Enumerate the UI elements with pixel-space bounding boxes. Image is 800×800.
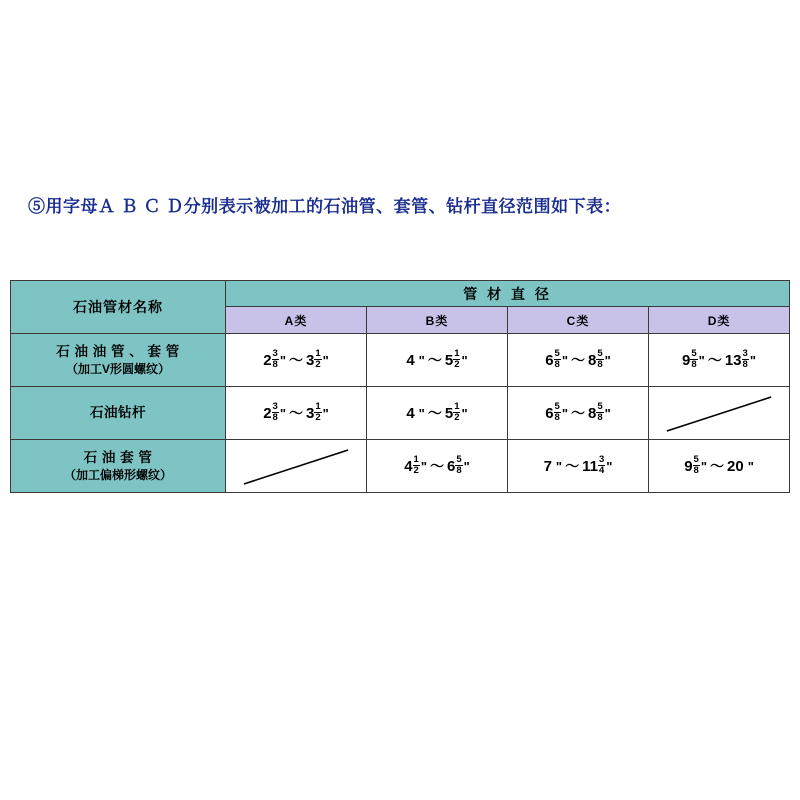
- numerator: 3: [272, 347, 278, 359]
- value-range: [649, 440, 789, 492]
- range-separator: ～: [565, 458, 580, 474]
- range-value: [682, 347, 756, 371]
- row-label-sub: （加工V形圆螺纹）: [65, 362, 170, 377]
- denominator: 8: [554, 358, 560, 370]
- value-range: [649, 334, 789, 386]
- whole-part: 3: [306, 404, 315, 422]
- denominator: 8: [693, 464, 699, 476]
- inch-mark: ": [561, 405, 568, 421]
- numerator: 5: [554, 347, 560, 359]
- cell-r0-c0: [226, 334, 367, 387]
- denominator: 8: [597, 358, 603, 370]
- whole-part: 8: [588, 351, 597, 369]
- row-label-main: 石油钻杆: [90, 405, 146, 421]
- inch-mark: ": [604, 352, 611, 368]
- denominator: 2: [454, 358, 460, 370]
- fraction: [272, 402, 279, 423]
- whole-part: 6: [545, 351, 554, 369]
- whole-part: 20: [727, 457, 744, 475]
- range-value: [406, 400, 468, 424]
- range-value: [684, 453, 754, 477]
- whole-part: 2: [263, 351, 272, 369]
- cell-r0-c1: [367, 334, 508, 387]
- mixed-number: [724, 347, 756, 371]
- mixed-number: [444, 347, 468, 371]
- numerator: 5: [691, 347, 697, 359]
- denominator: 8: [597, 411, 603, 423]
- mixed-number: [545, 400, 568, 424]
- whole-part: 8: [588, 404, 597, 422]
- numerator: 5: [597, 400, 603, 412]
- fraction: [314, 402, 321, 423]
- mixed-number: [406, 405, 425, 422]
- fraction: [742, 349, 749, 370]
- mixed-number: [263, 400, 286, 424]
- whole-part: 5: [444, 351, 454, 369]
- value-range: [508, 440, 648, 492]
- pipe-diameter-table-wrapper: [10, 280, 790, 493]
- header-pipe-name: 石油管材名称: [11, 281, 226, 334]
- whole-part: 9: [684, 457, 693, 475]
- mixed-number: [263, 347, 286, 371]
- cell-r1-c0: [226, 387, 367, 440]
- fraction: [272, 349, 279, 370]
- value-range: [367, 440, 507, 492]
- denominator: 8: [272, 358, 278, 370]
- inch-mark: ": [747, 458, 754, 474]
- numerator: 1: [315, 347, 321, 359]
- numerator: 5: [456, 453, 462, 465]
- range-separator: ～: [427, 405, 442, 421]
- whole-part: 9: [682, 351, 691, 369]
- numerator: 3: [742, 347, 748, 359]
- whole-part: 11: [582, 457, 598, 475]
- range-separator: ～: [427, 352, 442, 368]
- value-range: [367, 334, 507, 386]
- row-label-main: 石 油 套 管: [83, 449, 153, 465]
- numerator: 5: [597, 347, 603, 359]
- value-range: [508, 334, 648, 386]
- whole-part: 3: [306, 351, 315, 369]
- header-class-d: D类: [649, 307, 790, 334]
- whole-part: 2: [263, 404, 272, 422]
- numerator: 5: [554, 400, 560, 412]
- header-class-a: A类: [226, 307, 367, 334]
- cell-r1-c1: [367, 387, 508, 440]
- cell-r2-c3: [649, 440, 790, 493]
- whole-part: 5: [444, 404, 454, 422]
- whole-part: 4: [404, 457, 413, 475]
- row-label-sub: （加工偏梯形螺纹）: [63, 468, 172, 483]
- range-separator: ～: [430, 458, 444, 474]
- whole-part: 4: [406, 404, 415, 422]
- table-row: [11, 387, 790, 440]
- range-separator: ～: [289, 352, 303, 368]
- empty-diagonal-cell: [649, 387, 789, 439]
- fraction: [596, 349, 603, 370]
- whole-part: 4: [406, 351, 415, 369]
- range-value: [545, 400, 611, 424]
- header-class-c: C类: [508, 307, 649, 334]
- mixed-number: [444, 400, 468, 424]
- mixed-number: [404, 453, 427, 477]
- mixed-number: [306, 347, 329, 371]
- denominator: 8: [742, 358, 748, 370]
- fraction: [453, 349, 460, 370]
- value-range: [508, 387, 648, 439]
- range-separator: ～: [571, 405, 585, 421]
- mixed-number: [406, 352, 425, 369]
- fraction: [554, 402, 561, 423]
- inch-mark: ": [749, 352, 756, 368]
- range-value: [263, 347, 329, 371]
- value-range: [226, 334, 366, 386]
- fraction: [453, 402, 460, 423]
- mixed-number: [682, 347, 705, 371]
- cell-r2-c2: [508, 440, 649, 493]
- cell-r2-c1: [367, 440, 508, 493]
- inch-mark: ": [698, 352, 705, 368]
- cell-r0-c2: [508, 334, 649, 387]
- cell-r1-c2: [508, 387, 649, 440]
- whole-part: 7: [543, 457, 552, 475]
- range-separator: ～: [707, 352, 722, 368]
- row-label-drill-pipe: [11, 387, 226, 440]
- numerator: 3: [272, 400, 278, 412]
- table-header-row-1: [11, 281, 790, 307]
- mixed-number: [544, 458, 563, 475]
- numerator: 5: [693, 453, 699, 465]
- numerator: 1: [315, 400, 321, 412]
- mixed-number: [684, 453, 707, 477]
- header-class-b: B类: [367, 307, 508, 334]
- cell-r2-c0: [226, 440, 367, 493]
- denominator: 4: [598, 464, 605, 476]
- inch-mark: ": [700, 458, 707, 474]
- row-label-main: 石 油 油 管 、 套 管: [56, 343, 180, 359]
- denominator: 8: [456, 464, 462, 476]
- mixed-number: [545, 347, 568, 371]
- whole-part: 13: [724, 351, 742, 369]
- range-value: [404, 453, 470, 477]
- mixed-number: [582, 453, 613, 477]
- inch-mark: ": [322, 352, 329, 368]
- table-row: [11, 440, 790, 493]
- inch-mark: ": [418, 352, 425, 368]
- numerator: 3: [598, 453, 605, 465]
- row-label-casing: [11, 440, 226, 493]
- value-range: [226, 387, 366, 439]
- mixed-number: [588, 400, 611, 424]
- numerator: 1: [413, 453, 419, 465]
- range-value: [263, 400, 329, 424]
- inch-mark: ": [463, 458, 470, 474]
- denominator: 2: [413, 464, 419, 476]
- range-separator: ～: [289, 405, 303, 421]
- inch-mark: ": [322, 405, 329, 421]
- fraction: [693, 455, 700, 476]
- inch-mark: ": [279, 352, 286, 368]
- range-separator: ～: [571, 352, 585, 368]
- denominator: 2: [315, 358, 321, 370]
- inch-mark: ": [555, 458, 563, 474]
- numerator: 1: [454, 347, 460, 359]
- fraction: [554, 349, 561, 370]
- cell-r1-c3: [649, 387, 790, 440]
- inch-mark: ": [418, 405, 425, 421]
- diagonal-strike-icon: [649, 387, 789, 439]
- diagonal-strike-icon: [226, 440, 366, 492]
- fraction: [690, 349, 697, 370]
- denominator: 8: [272, 411, 278, 423]
- pipe-diameter-table: [10, 280, 790, 493]
- fraction: [314, 349, 321, 370]
- fraction: [413, 455, 420, 476]
- denominator: 8: [691, 358, 697, 370]
- range-value: [545, 347, 611, 371]
- fraction: [598, 455, 605, 476]
- range-value: [406, 347, 468, 371]
- inch-mark: ": [604, 405, 611, 421]
- denominator: 2: [454, 411, 460, 423]
- fraction: [455, 455, 462, 476]
- inch-mark: ": [461, 352, 468, 368]
- header-pipe-diameter-group: 管 材 直 径: [226, 281, 790, 307]
- cell-r0-c3: [649, 334, 790, 387]
- inch-mark: ": [461, 405, 468, 421]
- whole-part: 6: [545, 404, 554, 422]
- intro-paragraph: ⑤用字母Ａ Ｂ Ｃ Ｄ分别表示被加工的石油管、套管、钻杆直径范围如下表：: [28, 197, 622, 216]
- mixed-number: [447, 453, 470, 477]
- denominator: 8: [554, 411, 560, 423]
- range-value: [543, 453, 613, 477]
- inch-mark: ": [561, 352, 568, 368]
- table-row: [11, 334, 790, 387]
- whole-part: 6: [447, 457, 456, 475]
- numerator: 1: [454, 400, 460, 412]
- mixed-number: [727, 458, 754, 475]
- range-separator: ～: [710, 458, 724, 474]
- denominator: 2: [315, 411, 321, 423]
- inch-mark: ": [606, 458, 613, 474]
- inch-mark: ": [279, 405, 286, 421]
- fraction: [596, 402, 603, 423]
- row-label-oil-tubing-casing: [11, 334, 226, 387]
- mixed-number: [306, 400, 329, 424]
- inch-mark: ": [420, 458, 427, 474]
- empty-diagonal-cell: [226, 440, 366, 492]
- value-range: [367, 387, 507, 439]
- mixed-number: [588, 347, 611, 371]
